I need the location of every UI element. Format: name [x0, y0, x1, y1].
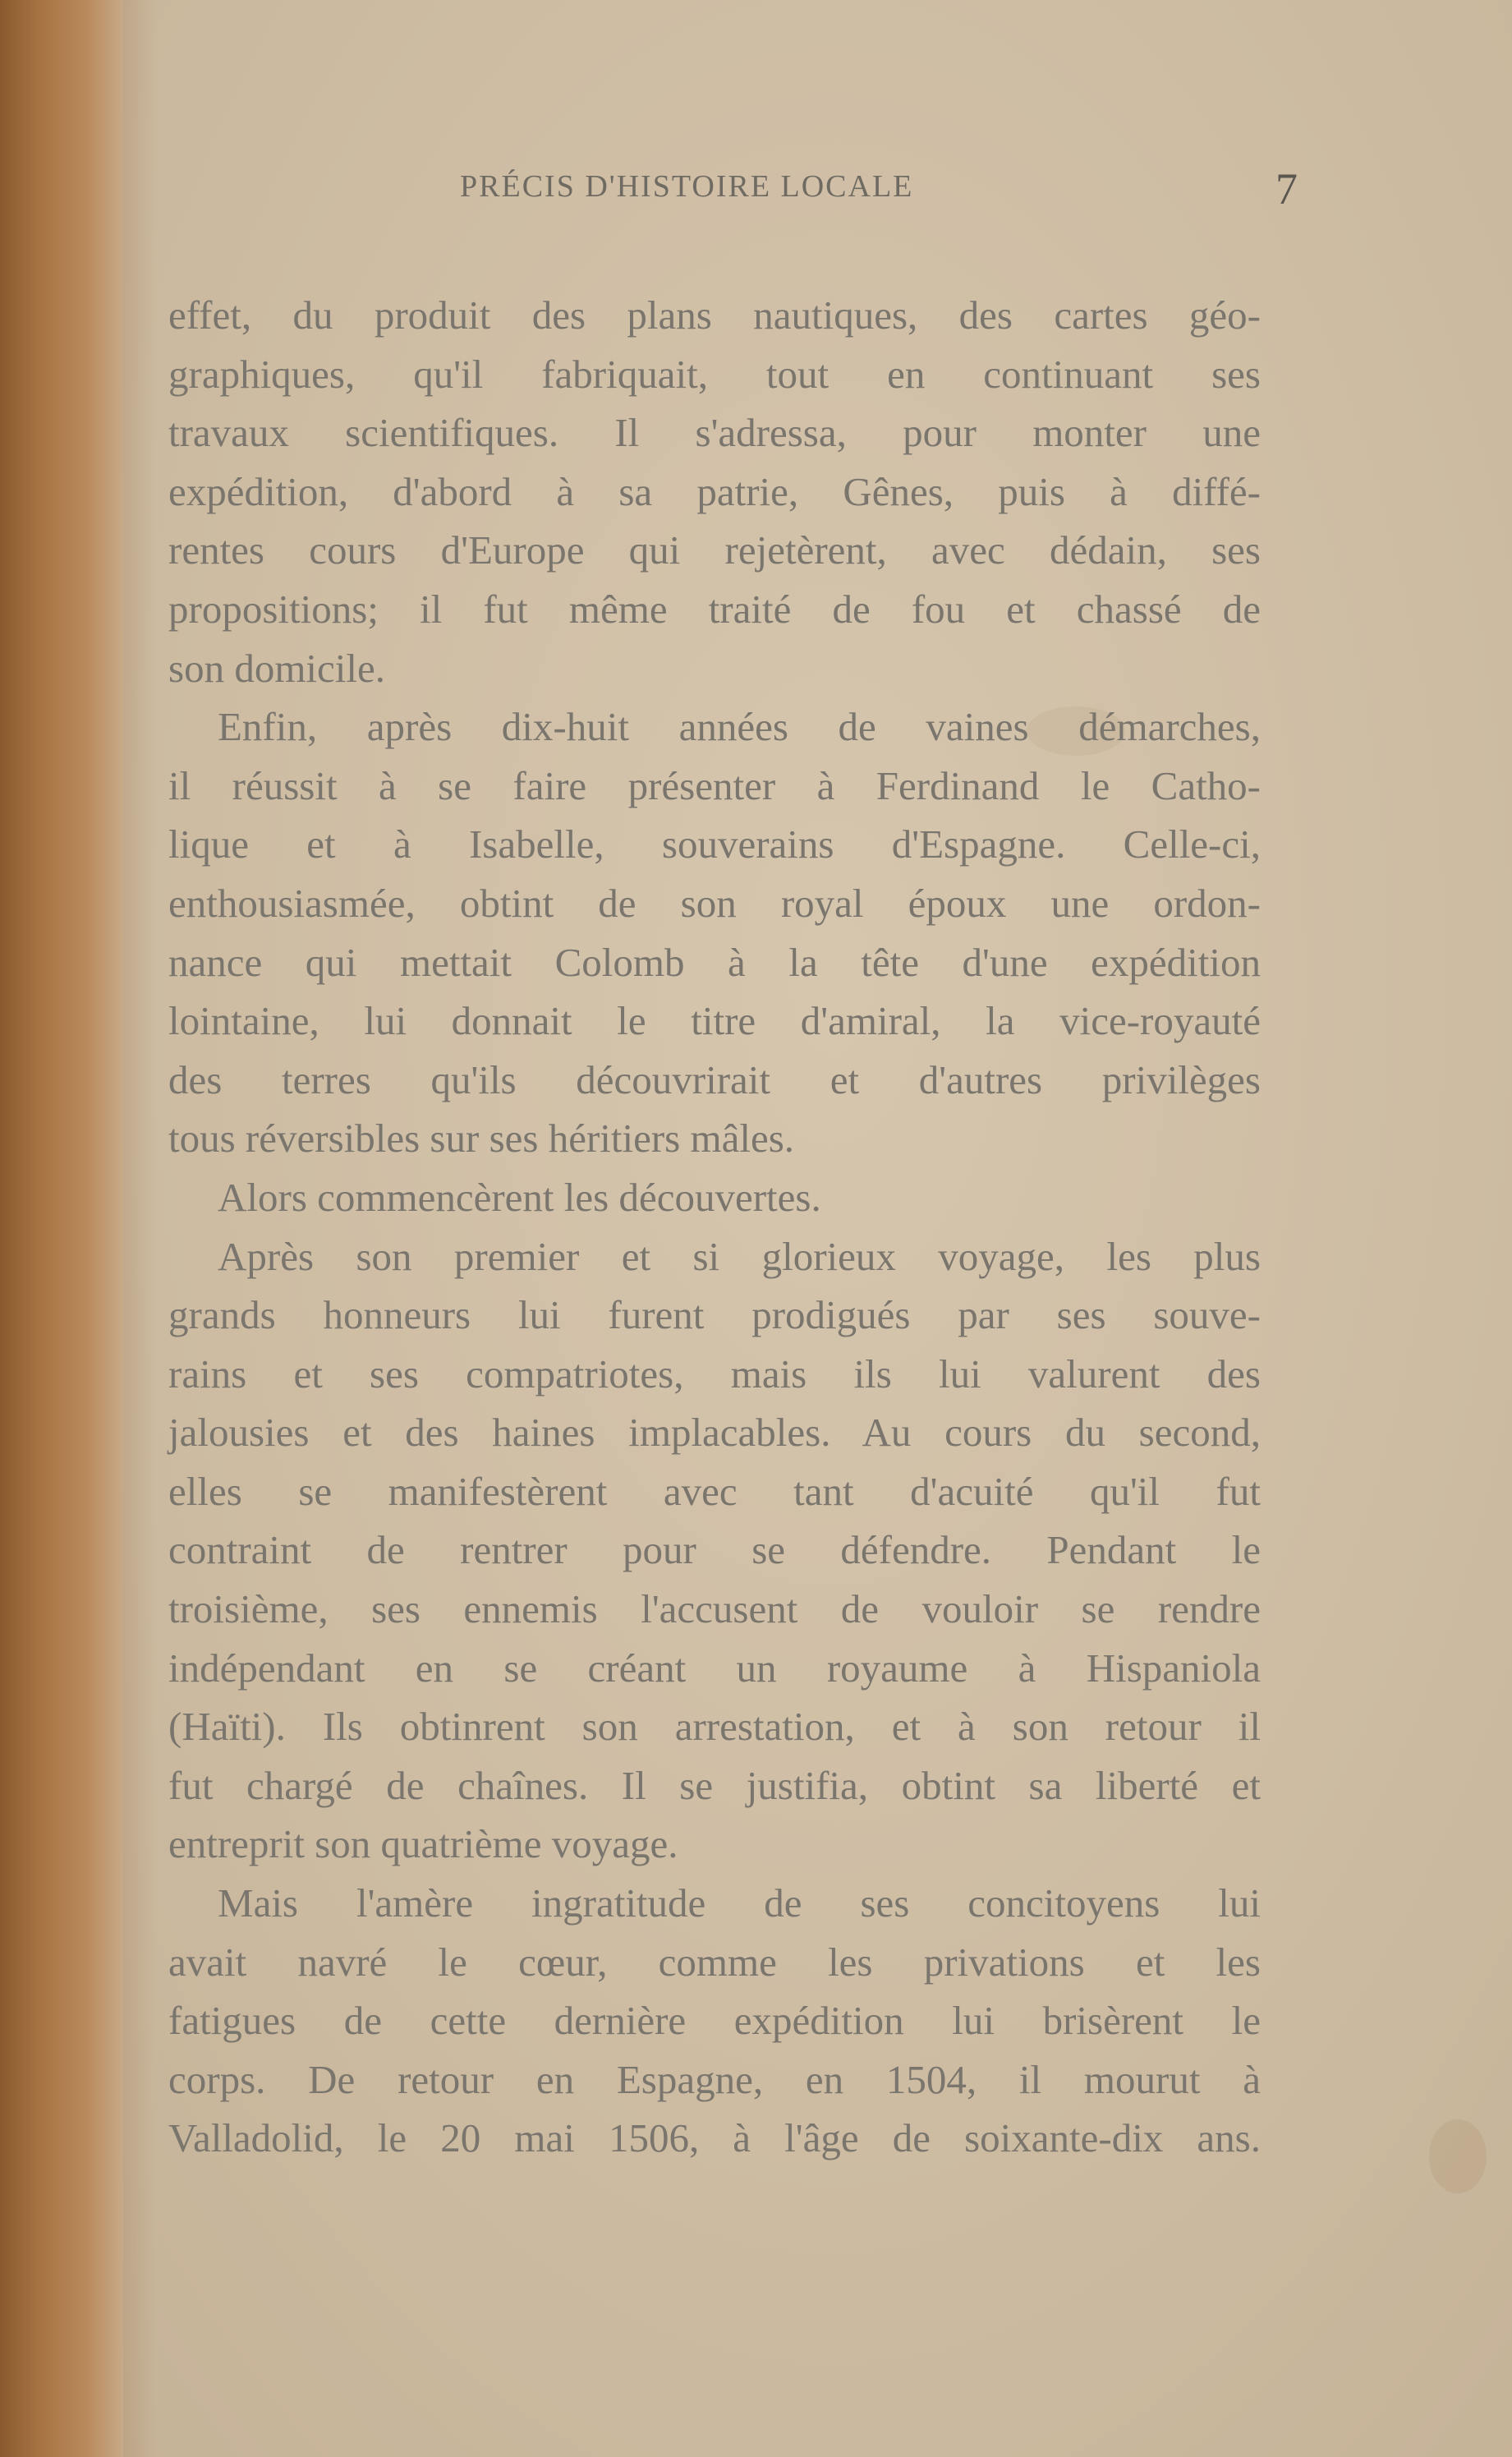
text-line: elles se manifestèrent avec tant d'acuité qu'il fut — [168, 1468, 1261, 1514]
text-line: enthousiasmée, obtint de son royal époux une ordon- — [168, 880, 1261, 926]
text-line: propositions; il fut même traité de fou et chassé de — [168, 586, 1261, 632]
text-line: rentes cours d'Europe qui rejetèrent, avec dédain, ses — [168, 527, 1261, 573]
text-line: corps. De retour en Espagne, en 1504, il mourut à — [168, 2056, 1261, 2102]
text-line: nance qui mettait Colomb à la tête d'une expédition — [168, 939, 1261, 985]
page-binding-edge — [0, 0, 123, 2457]
running-title: PRÉCIS D'HISTOIRE LOCALE — [460, 169, 914, 204]
text-line: rains et ses compatriotes, mais ils lui valurent des — [168, 1350, 1261, 1396]
text-line: expédition, d'abord à sa patrie, Gênes, puis à diffé- — [168, 468, 1261, 514]
text-line: contraint de rentrer pour se défendre. Pendant le — [168, 1527, 1261, 1573]
page-shadow — [123, 0, 156, 2457]
text-line: lique et à Isabelle, souverains d'Espagne. Celle-ci, — [168, 821, 1261, 867]
text-line: Enfin, après dix-huit années de vaines démarches, — [218, 704, 1261, 750]
text-line: grands honneurs lui furent prodigués par ses souve- — [168, 1292, 1261, 1338]
text-line: fatigues de cette dernière expédition lui brisèrent le — [168, 1998, 1261, 2044]
text-line: Valladolid, le 20 mai 1506, à l'âge de soixante-dix ans. — [168, 2115, 1261, 2161]
text-line: troisième, ses ennemis l'accusent de vouloir se rendre — [168, 1586, 1261, 1632]
page-header — [460, 164, 1298, 218]
text-line: lointaine, lui donnait le titre d'amiral, la vice-royauté — [168, 998, 1261, 1044]
paper-stain — [1429, 2119, 1487, 2193]
text-line: des terres qu'ils découvrirait et d'autres privilèges — [168, 1056, 1261, 1102]
text-line: travaux scientifiques. Il s'adressa, pour monter une — [168, 410, 1261, 456]
text-line: avait navré le cœur, comme les privations et les — [168, 1939, 1261, 1985]
text-line: fut chargé de chaînes. Il se justifia, obtint sa liberté et — [168, 1762, 1261, 1808]
text-line: Mais l'amère ingratitude de ses concitoyens lui — [218, 1880, 1261, 1926]
text-line: tous réversibles sur ses héritiers mâles. — [168, 1116, 795, 1162]
body-text — [168, 286, 1261, 2168]
text-line: Après son premier et si glorieux voyage, les plus — [218, 1233, 1261, 1279]
page-number: 7 — [1275, 164, 1298, 214]
text-line: indépendant en se créant un royaume à Hispaniola — [168, 1645, 1261, 1691]
text-line: (Haïti). Ils obtinrent son arrestation, et à son retour il — [168, 1704, 1261, 1750]
text-line: Alors commencèrent les découvertes. — [218, 1174, 821, 1220]
text-line: jalousies et des haines implacables. Au cours du second, — [168, 1410, 1261, 1456]
text-line: effet, du produit des plans nautiques, des cartes géo- — [168, 292, 1261, 338]
text-line: entreprit son quatrième voyage. — [168, 1821, 678, 1867]
text-line: graphiques, qu'il fabriquait, tout en continuant ses — [168, 351, 1261, 397]
text-line: son domicile. — [168, 645, 386, 691]
text-line: il réussit à se faire présenter à Ferdinand le Catho- — [168, 762, 1261, 808]
